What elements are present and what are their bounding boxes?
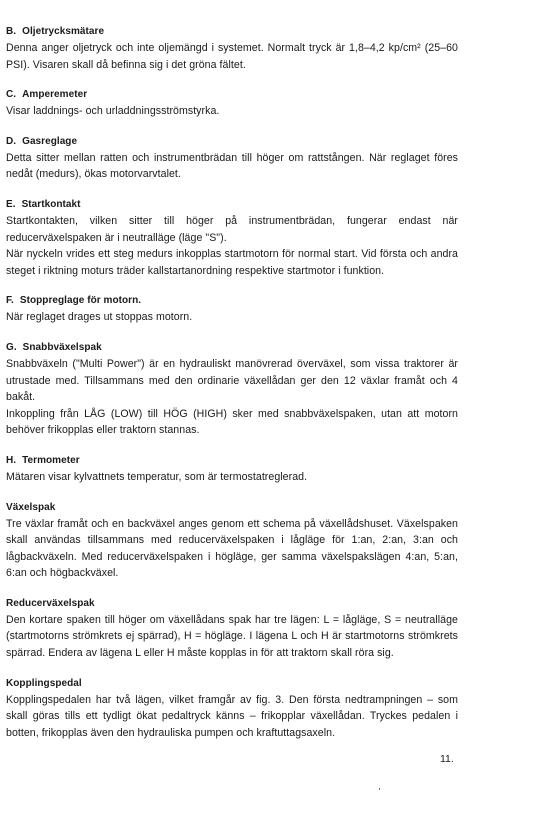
section [6,676,458,742]
scan-speck [379,788,380,790]
section-title: Amperemeter [22,89,88,101]
section-paragraph: Den kortare spaken till höger om växellådans spak har tre lägen: L = lågläge, S = neutralläge (startmotorns strömkrets ej spärrad), H = högläge. I lägena L och H är startmotorns strömkrets spärrad. Endera av lägena L eller H måste kopplas in för att traktorn skall röra sig. [6,613,458,660]
section-heading [6,87,458,103]
section-title: Växelspak [6,501,56,513]
section-paragraph: Inkoppling från LÅG (LOW) till HÖG (HIGH) sker med snabbväxelspaken, utan att motorn behöver frikopplas eller traktorn stannas. [6,407,458,437]
section [6,134,458,183]
section [6,596,458,662]
section-title: Gasreglage [22,135,78,147]
section-paragraph: När reglaget drages ut stoppas motorn. [6,311,193,324]
document-body [6,24,458,741]
section [6,197,458,279]
section-paragraph: Tre växlar framåt och en backväxel anges genom ett schema på växellådshuset. Växelspaken skall användas tillsammans med reducerväxelspaken i lågläge för 1:an, 2:an, 3:an och lågbackväxeln. Med reducerväxelspaken i högläge, ger samma växelspakslägen 4:an, 5:an, 6:an och högbackväxel. [6,517,458,580]
section-paragraph: Mätaren visar kylvattnets temperatur, som är termostatreglerad. [6,470,308,483]
section-letter: D. [6,135,17,147]
section-heading [6,197,458,213]
section-title: Snabbväxelspak [22,341,102,353]
section-title: Reducerväxelspak [6,597,95,609]
section-heading [6,293,458,309]
section [6,87,458,120]
section-letter: H. [6,454,17,466]
section-paragraph: Kopplingspedalen har två lägen, vilket framgår av fig. 3. Den första nedtrampningen – som skall göras tills ett tydligt ökat pedaltryck känns – frikopplar växellådan. Tryckes pedalen i botten, frikopplas även den hydrauliska pumpen och kraftuttagsaxeln. [6,693,458,739]
section-heading [6,453,458,469]
section-title: Oljetrycksmätare [22,26,105,37]
section-heading [6,596,458,612]
section-letter: E. [6,198,16,210]
section-letter: F. [6,295,14,307]
section-paragraph: Visar laddnings- och urladdningsströmstyrka. [6,105,220,118]
section-letter: G. [6,341,17,353]
section-title: Startkontakt [21,198,81,210]
section [6,453,458,486]
section-heading [6,134,458,150]
section-heading [6,500,458,516]
section-title: Kopplingspedal [6,677,82,689]
section [6,500,458,582]
page-number: 11. [440,753,454,765]
section-letter: B. [6,26,17,37]
section-paragraph: Startkontakten, vilken sitter till höger på instrumentbrädan, fungerar endast när reducerväxelspaken är i neutralläge (läge "S"). [6,214,458,244]
section-paragraph: Denna anger oljetryck och inte oljemängd i systemet. Normalt tryck är 1,8–4,2 kp/cm² (25–60 PSI). Visaren skall då befinna sig i det gröna fältet. [6,42,458,71]
section [6,24,458,73]
section-heading [6,24,458,40]
section [6,293,458,326]
section-letter: C. [6,89,17,101]
section-heading [6,340,458,356]
section-title: Termometer [22,454,80,466]
section-paragraph: När nyckeln vrides ett steg medurs inkopplas startmotorn för normal start. Vid första och andra steget i riktning moturs träder kallstartanordning respektive startmotor i funktion. [6,248,458,277]
section-title: Stoppreglage för motorn. [19,295,142,307]
section-paragraph: Detta sitter mellan ratten och instrumentbrädan till höger om rattstången. När reglaget föres nedåt (medurs), ökas motorvarvtalet. [6,151,458,181]
section-heading [6,676,458,692]
section [6,340,458,439]
section-paragraph: Snabbväxeln ("Multi Power") är en hydrauliskt manövrerad överväxel, som vissa traktorer är utrustade med. Tillsammans med den ordinarie växellådan ger den 12 växlar framåt och 4 bakåt. [6,357,458,404]
